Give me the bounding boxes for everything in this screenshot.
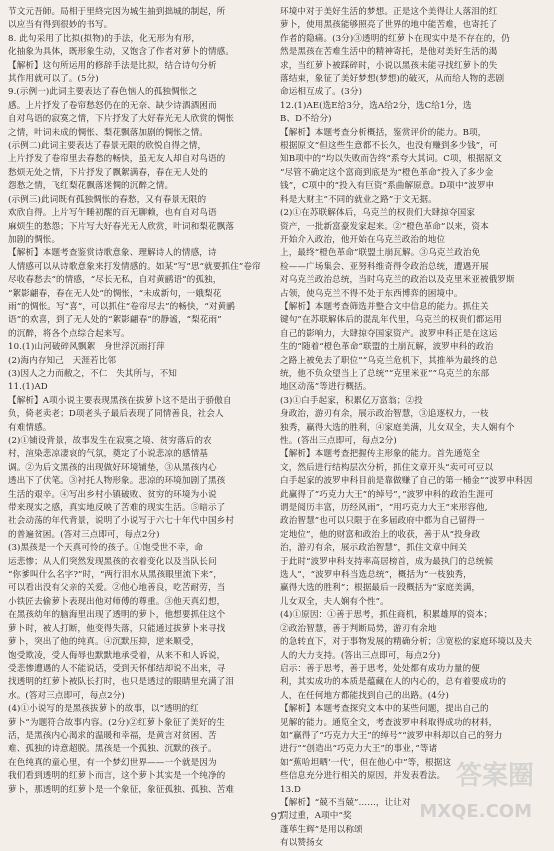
text-line: (3)①白手起家，积累亿万富翁；②投 [280, 395, 423, 406]
text-line: 上片抒发了卷帘里去春愁的畅快，虽无友人却自对鸟语的 [8, 154, 226, 165]
text-line: 利，其实成功的本质是蕴藏在人的内心的，总有着要成功的 [280, 677, 507, 688]
text-line: 带来现实之感，真实地反映了苦难的现实生活。⑤暗示了 [8, 503, 226, 514]
text-line: 见解的能力。通览全文，考查波罗申科取得成功的材料， [280, 717, 498, 728]
text-line: ②政治智慧，善于判断局势，游刃有余地 [280, 623, 437, 634]
text-line: “你爹叫什么名字?”时，“两行泪水从黑孩眼里流下来”， [8, 570, 222, 581]
text-line: 化抽象为具体，既形象生动，又饱含了作者对萝卜的情感。 [8, 47, 235, 58]
text-line: (示例三)此词既有孤独惆怅的春愁，又有春景无限的 [8, 194, 207, 205]
text-line: 【解析】这句所运用的修辞手法是比拟，结合诗句分析 [8, 60, 217, 71]
text-line: 谓是阅历丰富，历经风雨”，“用巧克力大王”来形容他, [280, 503, 488, 514]
text-line: 作者的隐痛。(3分)③透明的红萝卜在现实中是不存在的，仍 [280, 33, 510, 44]
text-line: 命运相互成了。(3分) [280, 87, 363, 98]
text-line: (2)①铺设背景，故事发生在寂寞之境、贫穷落后的农 [8, 436, 212, 446]
text-line: 人，在任何地方都能找到自己的出路。(4分) [280, 690, 449, 701]
text-line: 雨“的惆怅。写“喜”，可以抓住“卷帘尽去”的畅快，“对黄鹂 [8, 301, 235, 312]
text-line: 自己的影响力，大肆掠夺国家资产。波罗申科正是在这运 [280, 328, 498, 339]
text-line: 在色纯真的童心里，有一个梦幻世界——一个就是因为 [8, 757, 217, 768]
text-line: (示例二)此词主要表达了春景无限的欣悦自得之情， [8, 141, 207, 152]
text-line: 生的“随着“橙色革命”联盟的土崩瓦解，波罗申科的政治 [280, 342, 494, 353]
text-line: 落结束，象征了美好梦想(梦想)的破灭，从而给人物的悲剧 [280, 74, 505, 85]
text-line: 此赢得了“巧克力大王”的绰号”，”波罗申科的政治生涯可 [280, 489, 494, 500]
text-line: 8. 此句采用了比拟(拟物)的手法，化无形为有形， [8, 33, 201, 44]
text-line: 占领，使乌克兰不得不处于东西博弈的困境中。 [280, 288, 463, 299]
text-line: 萝卜时，被人打断，他变得失落，只能通过拔萝卜来寻找 [8, 623, 226, 634]
text-line: 【解析】A项小说主要表现黑孩在拔萝卜这不是出于骄傲自 [8, 395, 232, 406]
text-line: 怨愁之情，飞红梨花飘落迷惆的沉醉之情。 [8, 181, 174, 192]
text-line: (3)因人之力而敝之，不仁 失其所与，不知 [8, 368, 177, 379]
text-line: 对乌克兰政治总统，当时乌克兰的政治以及克里米亚被俄罗斯 [280, 275, 515, 286]
text-line: 负，倚老卖老；D项老头子最后表现了同情善良，社会人 [8, 409, 224, 420]
text-line: 键句“在苏联解体后的混乱年代里，乌克兰的权贵们都运用 [280, 315, 502, 326]
text-line: “絮影翩春，春在无人处“的惆怅，“未成新句，一娥梨花 [8, 288, 222, 299]
text-line: 上，最终“橙色革命”联盟土崩瓦解。③乌克兰政治免 [280, 248, 481, 259]
text-line: 找透明的红萝卜被队长打时，也只是透过的眼睛里充满了泪 [8, 677, 235, 688]
text-line: 有以赞扬女 [280, 838, 324, 849]
text-line: 赢得大选的胜利”；根据最后一段概括为“家庭美满， [280, 583, 481, 594]
text-line: 检——广场集会、亚努科维奇得令政治总统，遭遇开展 [280, 261, 489, 272]
text-line: 然是黑孩在苦难生活中的精神寄托，是他对美好生活的渴 [280, 47, 498, 58]
text-line: 钱”，C项中的“投入有巨资”系曲解原意。D项中“波罗申 [280, 181, 495, 192]
text-line: 蓬荜生辉”是用以称颂 [280, 824, 363, 835]
text-line: (4)①小说写的是黑孩拔萝卜的故事，以“透明的红 [8, 704, 199, 715]
text-line: 【解析】本题考查鉴赏诗歌意象、理解诗人的情感，诗 [8, 248, 217, 259]
text-line: 我们看到透明的红萝卜而言，这个萝卜其实是一个纯净的 [8, 771, 226, 782]
text-line: 如“赢得了“巧克力大王”的绰号”“波罗申科却以自己的努力 [280, 730, 503, 741]
text-line: 之情，叶词未成的惆怅、梨花飘落加剧的惆怅之情。 [8, 127, 208, 138]
text-line: B、D不给分) [280, 114, 332, 125]
text-line: 【解析】“兢不当兢”……，让让对 [280, 797, 411, 808]
text-line: “尽管不确定这个富商到底是为“橙色革命”投入了多少金 [280, 167, 494, 178]
text-line: 启示：善于思考，善于思考，处处都有成功力量的便 [280, 663, 480, 674]
text-line: 萝卜，那透明的红萝卜是一个象征，象征孤独、孤独、苦难 [8, 784, 235, 795]
text-line: 麻烦生的愁怨；下片写大好春光无人欣赏，叶词和梨花飘落 [8, 221, 235, 232]
text-line: 节文元吾師。局相于里終完因为城生抽到拙城的制起，所 [8, 7, 226, 17]
text-line: 尽收春愁去“的情感，“尽长无私，自对黄鹂语“的孤独， [8, 275, 222, 286]
text-line: 开始介入政治，他开始在乌克兰政治的地位 [280, 234, 446, 245]
text-line: 如“蕉哈坦晒‘一代’，但在他心中”等，根据这 [280, 757, 452, 768]
text-line: 10.(1)山河破碎风飘絮 身世浮沉雨打萍 [8, 342, 165, 353]
text-line: 人的大力支持。(答出三点即可，每点2分) [280, 650, 441, 661]
text-line: 进行”“创造出“巧克力大王”的事业，”等诸 [280, 744, 438, 755]
text-line: 【解析】本题考查分析概括，鉴赏评价的能力。B项， [280, 127, 487, 138]
text-line: (4)①原因：①善于思考，抓住商机，积累雄厚的资本； [280, 610, 493, 621]
text-line: 12.(1)AE(选E给3分，选A给2分，选C给1分，选 [280, 100, 472, 111]
text-line: 生活的艰辛。④写出乡村小镇破败、贫穷的环境为小说 [8, 489, 217, 500]
text-line: 9.(示例一)此词主要表达了春色恼人的孤独惆怅之 [8, 87, 198, 98]
left-column [8, 6, 268, 797]
text-line: 社会动荡的年代背景，说明了小说写于六七十年代中国乡村 [8, 516, 235, 527]
text-line: 选人”，“波罗申科当选总统”，概括为“一枝独秀， [280, 570, 472, 581]
text-line: 萝卜，突出了他的纯真。④沉默压抑，逆来顺受， [8, 637, 200, 648]
right-column [280, 6, 546, 851]
text-line: 【解析】本题考查探究文本中的某些问题，提出自己的 [280, 704, 489, 715]
text-line: 萝卜”为题符合故事内容。(2分)②红萝卜象征了美好的生 [8, 717, 225, 728]
text-line: 环境中对于美好生活的梦想。正是这个美得让人落泪的红 [280, 7, 498, 17]
text-line: 运悲惨；从人们突然发现黑孩的衣着变化以及当队长问 [8, 556, 217, 567]
text-line: 独秀，赢得大选的胜利，④家庭美满，儿女双全，夫人娴有个 [280, 422, 515, 433]
text-line: 身政治，游刃有余，展示政治智慧，③追逐权力，一枝 [280, 409, 489, 420]
text-line: 些信息充分进行相关的原因，并发表看法。 [280, 771, 446, 782]
text-line: 【解析】本题考查筛选并整合文中信息的能力。抓住关 [280, 301, 489, 312]
text-line: 感。上片抒发了卷帘愁怒仍在的无奈、缺少诗酒酒困而 [8, 100, 217, 111]
text-line: 萝卜，使用黑孩能够照亮了世界的地中能苦难，也寄托了 [280, 20, 498, 31]
text-line: 活，是黑孩内心渴求的温暖和幸福，是黄言对贫困、苦 [8, 730, 217, 741]
text-line: 定地位”，他的财富和政治上的收获，善于从“投身政 [280, 529, 481, 540]
text-line: 村，渲染悲凉凄哀的气氛，奠定了小说悲凉的感情基 [8, 449, 208, 460]
text-line: 根据原文“但这些生意都不长久，也没有赚到多少钱”，可 [280, 141, 498, 152]
text-line: 地区动荡”等进行概括。 [280, 382, 372, 393]
text-line: 水。(答对三点即可，每点2分) [8, 690, 125, 701]
text-line: 的沉醉，将各个点综合起来写。 [8, 328, 130, 339]
text-line: 欢欣自得。上片写午睡初醒的百无聊赖，也有自对鸟语 [8, 208, 217, 219]
text-line: 语”的欢喜，到了无人处的“絮影翩春”的静谧，“梨花雨” [8, 315, 222, 326]
text-line: 饱受欺凌，受人侮辱也默默地承受着，从来不和人诉说， [8, 650, 226, 661]
text-line: 受悲惨遭遇的人不能说话，受到天怀郁结却说不出来，寻 [8, 663, 226, 674]
text-line: 以应当有得到很妙的书写。 [8, 20, 113, 31]
text-line: 小铁匠去偷萝卜表现出他对师傅的尊重。③他天真幻想， [8, 596, 226, 607]
text-line: 文，然后进行结构层次分析，抓住文章开头“卖可可豆以 [280, 462, 494, 473]
text-line: 加剧的惆怅。 [8, 234, 61, 245]
text-line: 人情感可以从诗歌意象来打发情感的。如某“写”思“就要抓住”卷帘 [8, 261, 261, 272]
text-line: (2)①在苏联解体后，乌克兰的权贵们大肆掠夺国家 [280, 208, 476, 219]
text-line: (3)黑孩是一个天真可怜的孩子。①饱受世不幸，命 [8, 543, 204, 554]
text-line: 调。②为后文黑孩的出现做好环境铺垫，③从黑孩内心 [8, 462, 217, 473]
text-line: 透出下了伏笔。③衬托人物形象。悲凉的环境加剧了黑孩 [8, 476, 226, 487]
text-line: 难、孤独的诗意超脱。黑孩是一个孤独、沉默的孩子。 [8, 744, 217, 755]
text-line: 知B项中的“均以失败而告终”系夸大其词。C项，根据原文 [280, 154, 503, 165]
text-line: 罚过重，A项中“奖 [280, 811, 352, 822]
text-line: 的普遍贫困。(答对三点即可，每点2分) [8, 529, 160, 540]
text-line: 13.D [280, 784, 301, 795]
watermark-logo-text: 答案圈 [455, 761, 534, 791]
text-line: 11.(1)AD [8, 382, 48, 393]
page-number: 97 [270, 812, 284, 823]
text-line: 之路上被免去了职位”“乌克兰危机下，其推举为最终的总 [280, 355, 498, 366]
text-line: 性。(答出三点即可，每点2分) [280, 436, 397, 446]
text-line: (2)海内存知己 天涯若比邻 [8, 355, 117, 366]
text-line: 有难情感。 [8, 422, 52, 433]
text-line: 科是大财主”不同的就业之路”于文无据。 [280, 194, 437, 205]
text-line: 儿女双全，夫人娴有个性”。 [280, 596, 389, 607]
text-line: 其作用就可以了。(5分) [8, 74, 99, 85]
text-line: 的急转直下，对于事物发展的精确分析；③宽松的家庭环境以及夫 [280, 637, 533, 648]
text-line: 资产，一批新富豪发家起来。②“橙色革命”以来，资本 [280, 221, 489, 232]
text-line: 治，游刃有余，展示政治智慧”，抓住文章中间关 [280, 543, 468, 554]
text-line: 统，他不负众望当上了总统”“克里米亚”“乌克兰的东部 [280, 368, 490, 379]
text-line: 求，当红萝卜被踩碎时，小说以黑孩未能寻找红萝卜的失 [280, 60, 498, 71]
text-line: 白手起家的波罗申科目前是靠做赚了自己的第一桶金”“波罗申科因 [280, 476, 533, 487]
text-line: 政治智慧”也可以只限于在多届政府中都为自己留得一 [280, 516, 485, 527]
text-line: 自对鸟语的寂寞之情，下片抒发了大好春光无人欣赏的惆怅 [8, 114, 235, 125]
text-line: 在黑孩幼年的脑海里出现了透明的萝卜，他想要抓住这个 [8, 610, 226, 621]
text-line: 可以看出没有父亲的关爱。②他心地善良，吃苦耐劳，当 [8, 583, 226, 594]
text-line: 于此时“波罗申科支持率高居榜首，成为最执门的总统候 [280, 556, 494, 567]
text-line: 【解析】本题考查把握传主形象的能力。首先通览全 [280, 449, 480, 460]
text-line: 愁烦无处之情，下片抒发了飘絮满春，春在无人处的 [8, 167, 208, 178]
watermark-url: MXQE.COM [419, 801, 532, 822]
